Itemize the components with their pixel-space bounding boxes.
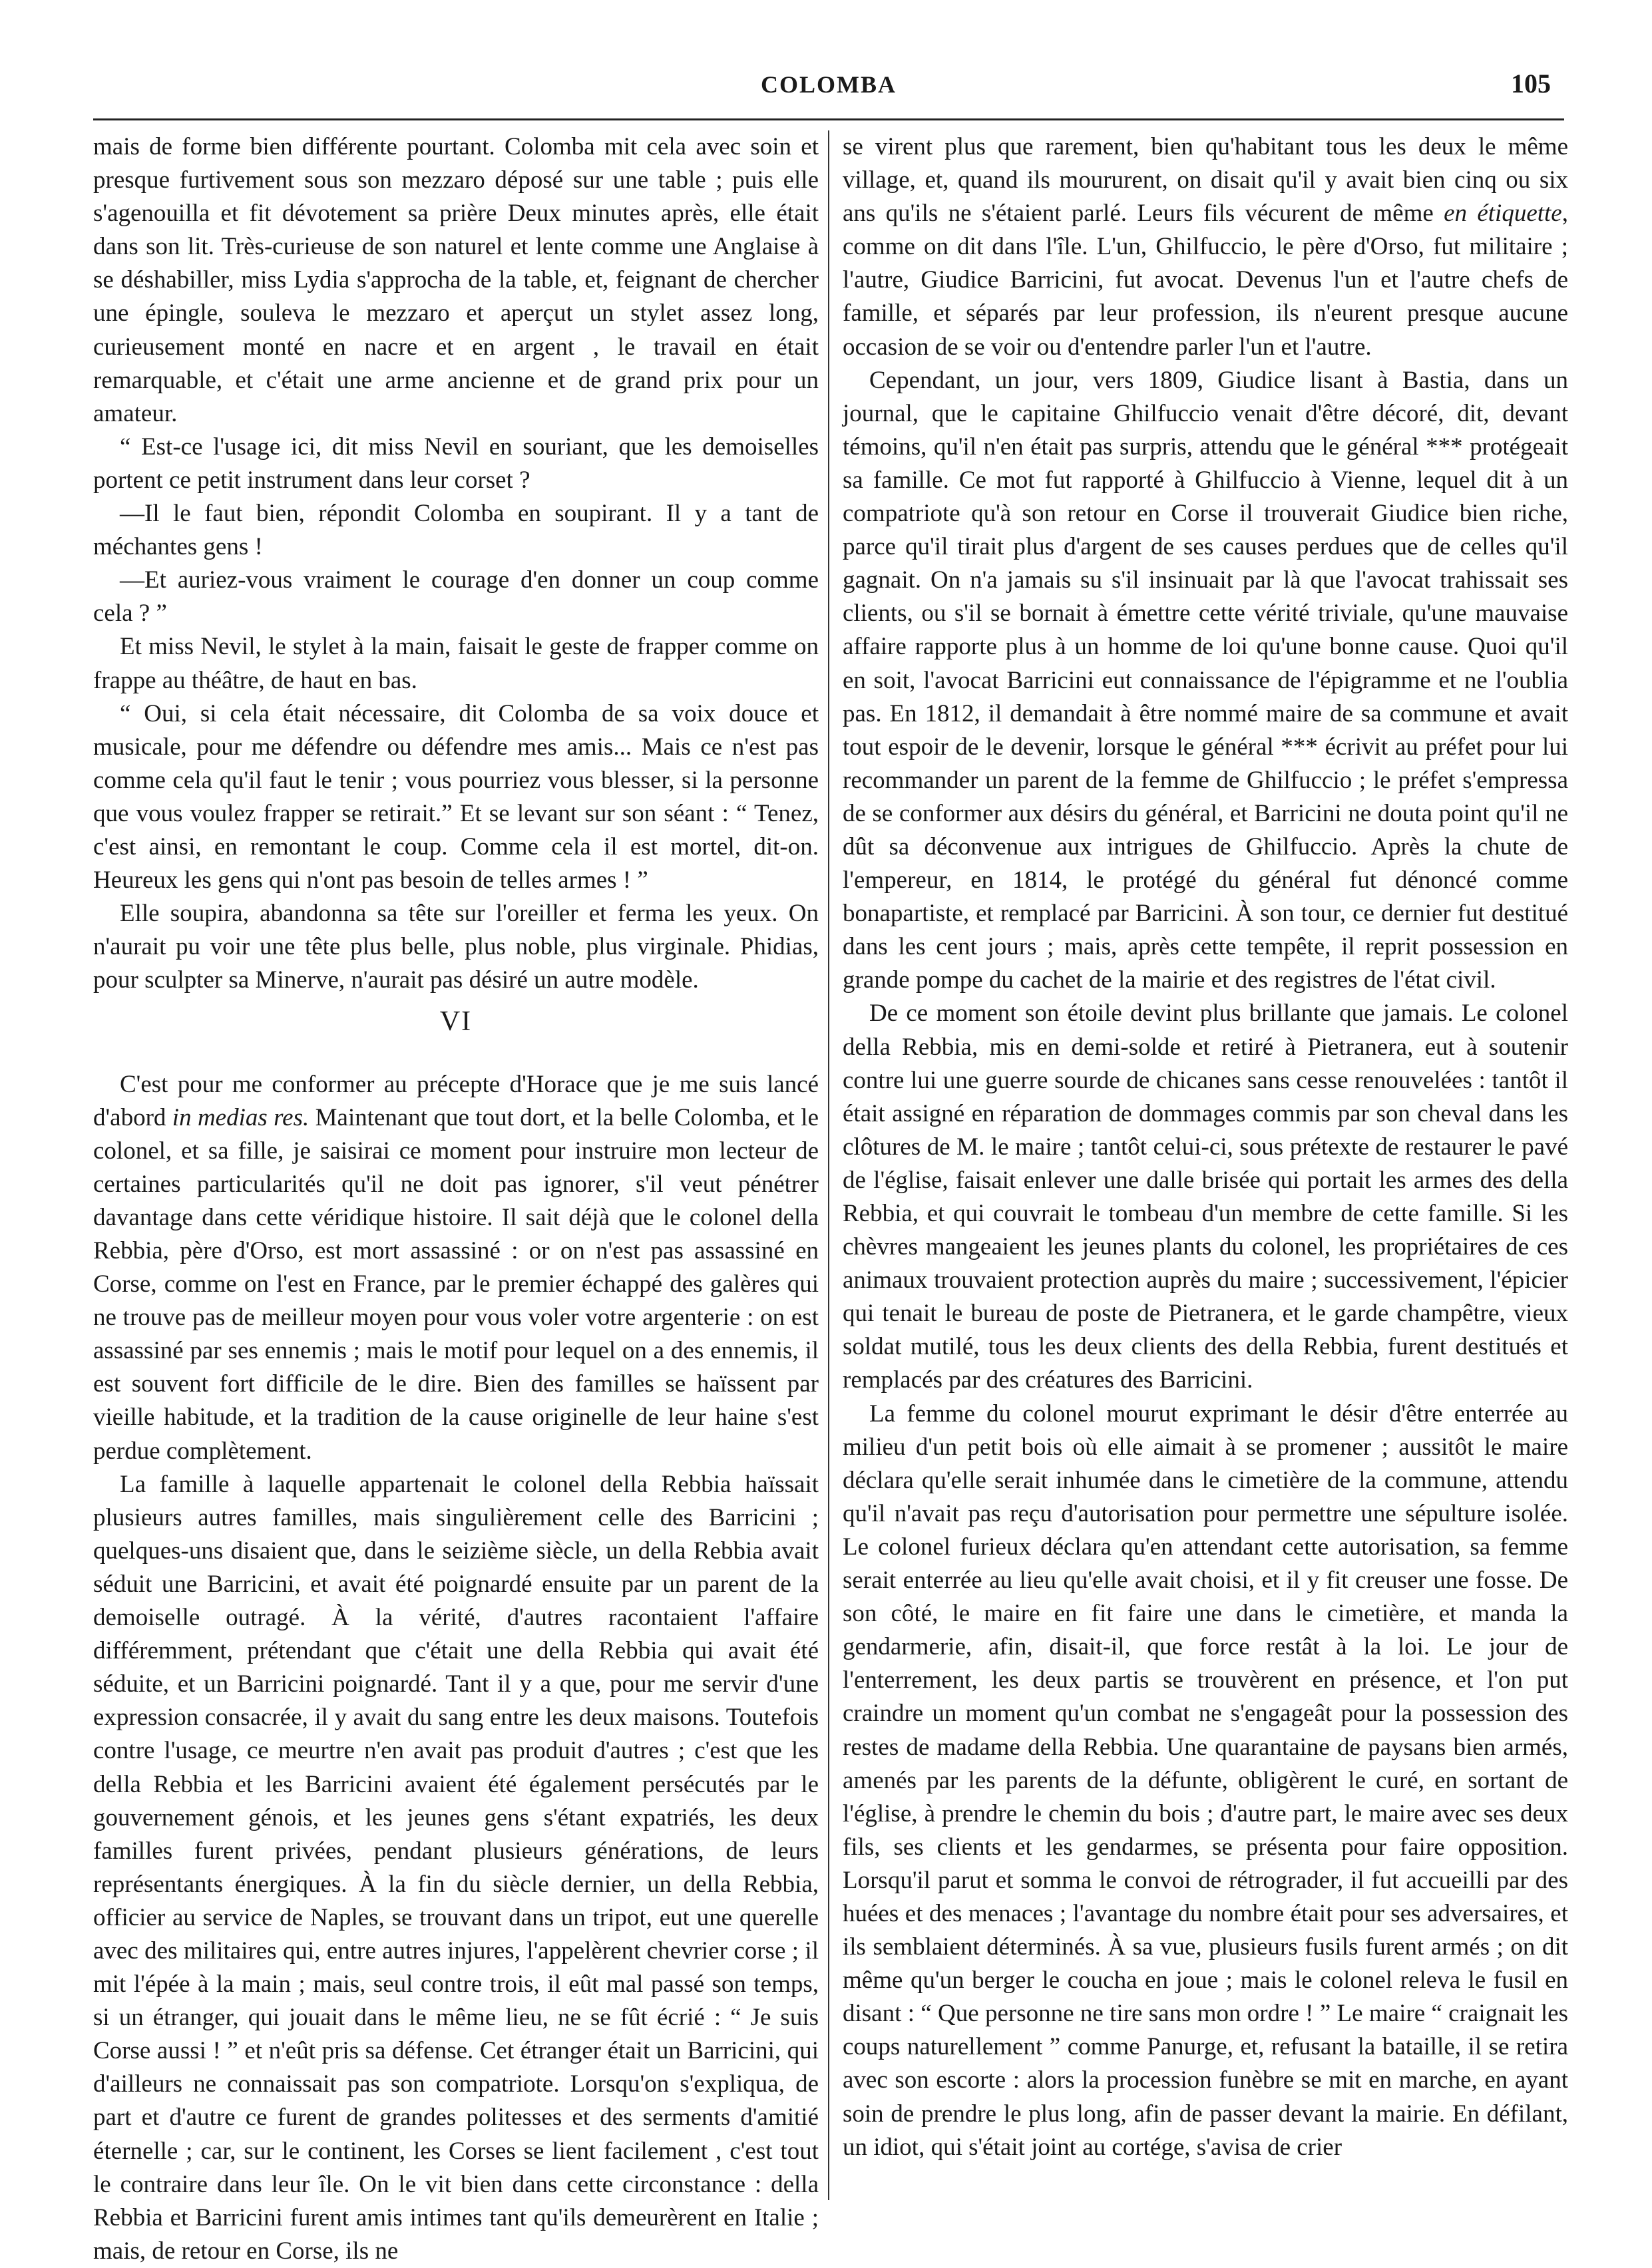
paragraph: La famille à laquelle appartenait le colonel della Rebbia haïssait plusieurs autres familles, mais singulièrement celle des Barricini ; quelques-uns disaient que, dans le seizième siècle, un della Rebbia avait séduit une Barricini, et avait été poignardé ensuite par un parent de la demoiselle outragé. À la vérité, d'autres racontaient l'affaire différemment, prétendant que c'était une della Rebbia qui avait été séduite, et un Barricini poignardé. Tant il y a que, pour me servir d'une expression consacrée, il y avait du sang entre les deux maisons. Toutefois contre l'usage, ce meurtre n'en avait pas produit d'autres ; c'est que les della Rebbia et les Barricini avaient été également persécutés par le gouvernement génois, et les jeunes gens s'étant expatriés, les deux familles furent privées, pendant plusieurs générations, de leurs représentants énergiques. À la fin du siècle dernier, un della Rebbia, officier au service de Naples, se trouvant dans un tripot, eut une querelle avec des militaires qui, entre autres injures, l'appelèrent chevrier corse ; il mit l'épée à la main ; mais, seul contre trois, il eût mal passé son temps, si un étranger, qui jouait dans le même lieu, ne se fût écrié : “ Je suis Corse aussi ! ” et n'eût pris sa défense. Cet étranger était un Barricini, qui d'ailleurs ne connaissait pas son compatriote. Lorsqu'on s'expliqua, de part et d'autre ce furent de grandes politesses et des serments d'amitié éternelle ; car, sur le continent, les Corses se lient facilement , c'est tout le contraire dans leur île. On le vit bien dans cette circonstance : della Rebbia et Barricini furent amis intimes tant qu'ils demeurèrent en Italie ; mais, de retour en Corse, ils ne <box>93 1470 819 2265</box>
paragraph <box>93 1068 819 1468</box>
paragraph: mais de forme bien différente pourtant. Colomba mit cela avec soin et presque furtivement sous son mezzaro déposé sur une table ; puis elle s'agenouilla et fit dévotement sa prière Deux minutes après, elle était dans son lit. Très-curieuse de son naturel et lente comme une Anglaise à se déshabiller, miss Lydia s'approcha de la table, et, feignant de chercher une épingle, souleva le mezzaro et aperçut un stylet assez long, curieusement monté en nacre et en argent , le travail en était remarquable, et c'était une arme ancienne et de grand prix pour un amateur. <box>93 133 819 427</box>
running-head <box>93 64 1564 110</box>
paragraph: “ Est-ce l'usage ici, dit miss Nevil en souriant, que les demoiselles portent ce petit instrument dans leur corset ? <box>93 433 819 494</box>
paragraph: Elle soupira, abandonna sa tête sur l'oreiller et ferma les yeux. On n'aurait pu voir une tête plus belle, plus noble, plus virginale. Phidias, pour sculpter sa Minerve, n'aurait pas désiré un autre modèle. <box>93 900 819 994</box>
paragraph: Et miss Nevil, le stylet à la main, faisait le geste de frapper comme on frappe au théâtre, de haut en bas. <box>93 633 819 694</box>
text-run: , comme on dit dans l'île. L'un, Ghilfuccio, le père d'Orso, fut militaire ; l'autre, Giudice Barricini, fut avocat. Devenus l'un et l'autre chefs de famille, et séparés par leur profession, ils n'eurent presque aucune occasion de se voir ou d'entendre parler l'un et l'autre. <box>843 200 1568 361</box>
chapter-heading: VI <box>439 1006 473 1038</box>
text-run: Maintenant que tout dort, et la belle Colomba, et le colonel, et sa fille, je saisirai ce moment pour instruire mon lecteur de certaines particularités qu'il ne doit pas ignorer, s'il veut pénétrer davantage dans cette véridique histoire. Il sait déjà que le colonel della Rebbia, père d'Orso, est mort assassiné : or on n'est pas assassiné en Corse, comme on l'est en France, par le premier échappé des galères qui ne trouve pas de meilleur moyen pour vous voler votre argenterie : on est assassiné par ses ennemis ; mais le motif pour lequel on a des ennemis, il est souvent fort difficile de le dire. Bien des familles se haïssent par vieille habitude, et la tradition de la cause originelle de leur haine s'est perdue complètement. <box>93 1103 819 1465</box>
right-column <box>843 130 1568 2164</box>
text-run: C'est pour me conformer au précepte d'Horace que je me suis lancé d'abord <box>93 1070 819 1131</box>
text-run: se virent plus que rarement, bien qu'habitant tous les deux le même village, et, quand ils moururent, on disait qu'il y avait bien cinq ou six ans qu'ils ne s'étaient parlé. Leurs fils vécurent de même <box>843 133 1568 228</box>
italic-phrase: in medias res. <box>172 1103 310 1131</box>
page-number: 105 <box>1511 69 1551 98</box>
paragraph: —Il le faut bien, répondit Colomba en soupirant. Il y a tant de méchantes gens ! <box>93 500 819 561</box>
paragraph: Cependant, un jour, vers 1809, Giudice lisant à Bastia, dans un journal, que le capitaine Ghilfuccio venait d'être décoré, dit, devant témoins, qu'il n'en était pas surpris, attendu que le général *** protégeait sa famille. Ce mot fut rapporté à Ghilfuccio à Vienne, lequel dit à un compatriote qu'à son retour en Corse il trouverait Giudice bien riche, parce qu'il tirait plus d'argent de ses causes perdues que de celles qu'il gagnait. On n'a jamais su s'il insinuait par là que l'avocat trahissait ses clients, ou s'il se bornait à émettre cette vérité triviale, qu'une mauvaise affaire rapporte plus à un homme de loi qu'une bonne cause. Quoi qu'il en soit, l'avocat Barricini eut connaissance de l'épigramme et ne l'oublia pas. En 1812, il demandait à être nommé maire de sa commune et avait tout espoir de le devenir, lorsque le général *** écrivit au préfet pour lui recommander un parent de la femme de Ghilfuccio ; le préfet s'empressa de se conformer aux désirs du général, et Barricini ne douta point qu'il ne dût sa déconvenue aux intrigues de Ghilfuccio. Après la chute de l'empereur, en 1814, le protégé du général fut dénoncé comme bonapartiste, et remplacé par Barricini. À son tour, ce dernier fut destitué dans les cent jours ; mais, après cette tempête, il reprit possession en grande pompe du cachet de la mairie et des registres de l'état civil. <box>843 366 1568 994</box>
left-column <box>93 130 819 2268</box>
paragraph: La femme du colonel mourut exprimant le désir d'être enterrée au milieu d'un petit bois où elle aimait à se promener ; aussitôt le maire déclara qu'elle serait inhumée dans le cimetière de la commune, attendu qu'il n'avait pas reçu d'autorisation pour permettre une sépulture isolée. Le colonel furieux déclara qu'en attendant cette autorisation, sa femme serait enterrée au lieu qu'elle avait choisi, et il y fit creuser une fosse. De son côté, le maire en fit faire une dans le cimetière, et manda la gendarmerie, afin, disait-il, que force restât à la loi. Le jour de l'enterrement, les deux partis se trouvèrent en présence, et l'on put craindre un moment qu'un combat ne s'engageât pour la possession des restes de madame della Rebbia. Une quarantaine de paysans bien armés, amenés par les parents de la défunte, obligèrent le curé, en sortant de l'église, à prendre le chemin du bois ; d'autre part, le maire avec ses deux fils, ses clients et les gendarmes, se présenta pour faire opposition. Lorsqu'il parut et somma le convoi de rétrograder, il fut accueilli par des huées et des menaces ; l'avantage du nombre était pour ses adversaires, et ils semblaient déterminés. À sa vue, plusieurs fusils furent armés ; on dit même qu'un berger le coucha en joue ; mais le colonel releva le fusil en disant : “ Que personne ne tire sans mon ordre ! ” Le maire “ craignait les coups naturellement ” comme Panurge, et, refusant la bataille, il se retira avec son escorte : alors la procession funèbre se mit en marche, en ayant soin de prendre le plus long, afin de passer devant la mairie. En défilant, un idiot, qui s'était joint au cortége, s'avisa de crier <box>843 1400 1568 2161</box>
paragraph <box>843 130 1568 364</box>
italic-phrase: en étiquette <box>1444 200 1562 228</box>
paragraph: De ce moment son étoile devint plus brillante que jamais. Le colonel della Rebbia, mis en demi-solde et retiré à Pietranera, eut à soutenir contre lui une guerre sourde de chicanes sans cesse renouvelées : tantôt il était assigné en réparation de dommages commis par son cheval dans les clôtures de M. le maire ; tantôt celui-ci, sous prétexte de restaurer le pavé de l'église, faisait enlever une dalle brisée qui portait les armes des della Rebbia, et qui couvrait le tombeau d'un membre de cette famille. Si les chèvres mangeaient les jeunes plants du colonel, les propriétaires de ces animaux trouvaient protection auprès du maire ; successivement, l'épicier qui tenait le bureau de poste de Pietranera, et le garde champêtre, vieux soldat mutilé, tous les deux clients des della Rebbia, furent destitués et remplacés par des créatures des Barricini. <box>843 1000 1568 1394</box>
paragraph: “ Oui, si cela était nécessaire, dit Colomba de sa voix douce et musicale, pour me défendre ou défendre mes amis... Mais ce n'est pas comme cela qu'il faut le tenir ; vous pourriez vous blesser, si la personne que vous voulez frapper se retirait.” Et se levant sur son séant : “ Tenez, c'est ainsi, en remontant le coup. Comme cela il est mortel, dit-on. Heureux les gens qui n'ont pas besoin de telles armes ! ” <box>93 699 819 894</box>
paragraph: —Et auriez-vous vraiment le courage d'en donner un coup comme cela ? ” <box>93 566 819 628</box>
column-divider <box>828 130 829 2200</box>
header-rule <box>93 118 1564 120</box>
running-title: COLOMBA <box>760 71 897 98</box>
